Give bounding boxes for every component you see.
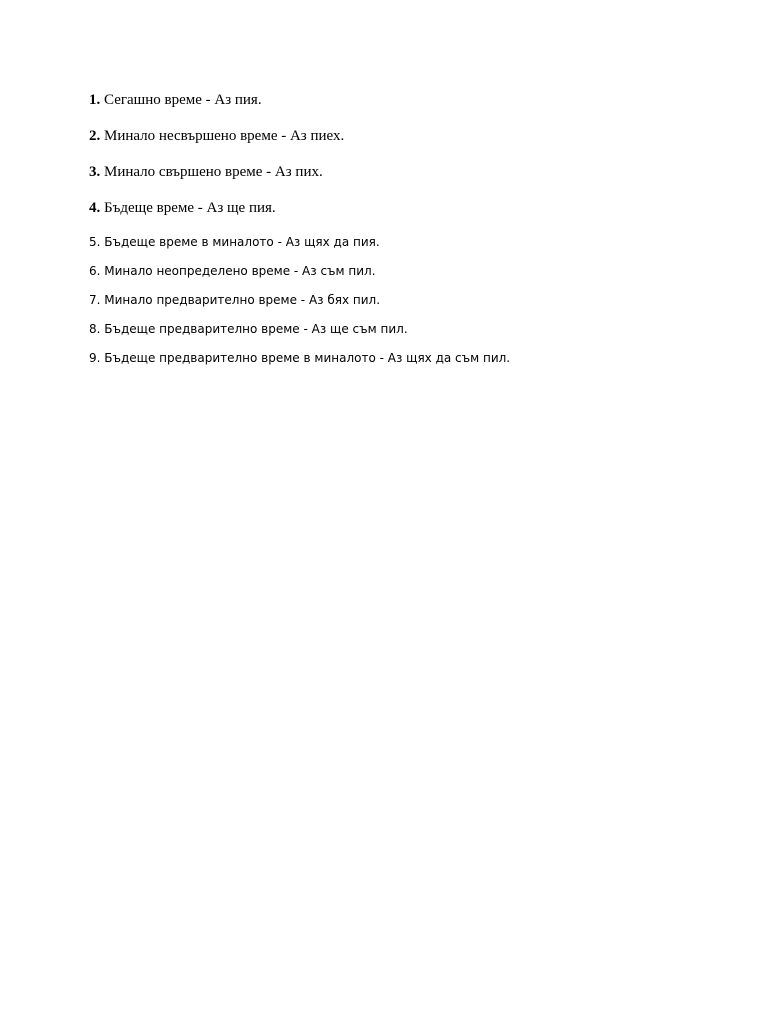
item-number: 1.: [89, 92, 101, 108]
list-item: 7. Минало предварително време - Аз бях пил.: [89, 293, 381, 307]
list-item: 9. Бъдеще предварително време в миналото - Аз щях да съм пил.: [89, 351, 511, 365]
list-item: 8. Бъдеще предварително време - Аз ще съм пил.: [89, 322, 408, 336]
item-number: 4.: [89, 200, 101, 216]
list-item: [89, 90, 709, 110]
tense-list: [89, 90, 709, 379]
item-text: Минало свършено време - Аз пих.: [100, 164, 323, 180]
list-item: [89, 198, 709, 218]
item-text: Минало несвършено време - Аз пиех.: [100, 128, 345, 144]
item-number: 3.: [89, 164, 101, 180]
item-number: 2.: [89, 128, 101, 144]
item-text: Бъдеще време - Аз ще пия.: [100, 200, 276, 216]
list-item: [89, 126, 709, 146]
item-text: Сегашно време - Аз пия.: [100, 92, 262, 108]
list-item: 6. Минало неопределено време - Аз съм пил.: [89, 264, 376, 278]
list-item: 5. Бъдеще време в миналото - Аз щях да пия.: [89, 235, 380, 249]
list-item: [89, 162, 709, 182]
